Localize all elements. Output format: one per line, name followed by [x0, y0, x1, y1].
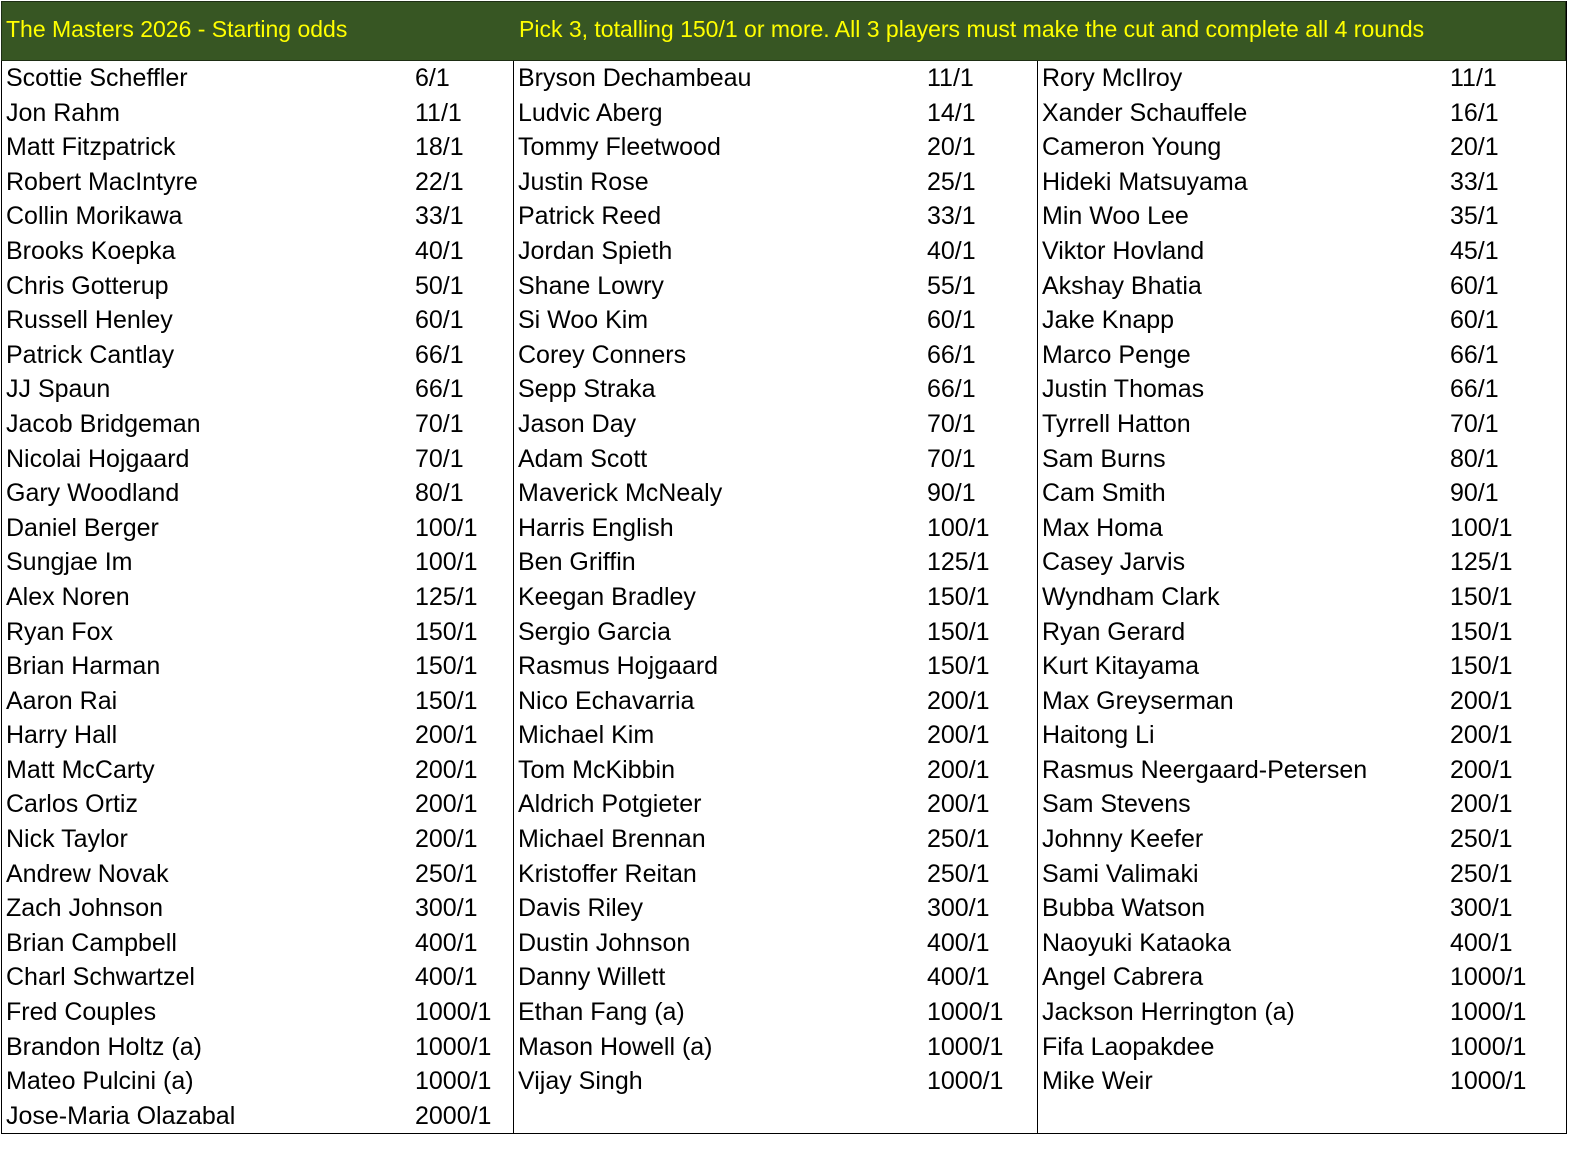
player-row — [1038, 235, 1567, 270]
player-name: Xander Schauffele — [1042, 98, 1248, 127]
player-odds: 33/1 — [927, 202, 976, 231]
player-name: Kristoffer Reitan — [518, 859, 697, 888]
player-row — [2, 719, 513, 754]
player-row — [1038, 62, 1567, 97]
player-name: JJ Spaun — [6, 375, 111, 404]
player-odds: 400/1 — [415, 963, 478, 992]
player-odds: 11/1 — [927, 64, 974, 92]
player-odds: 50/1 — [415, 271, 464, 300]
player-name: Patrick Reed — [518, 202, 662, 231]
player-row — [2, 581, 513, 616]
player-odds: 200/1 — [415, 825, 478, 854]
player-odds: 200/1 — [927, 790, 990, 819]
player-name: Nico Echavarria — [518, 686, 695, 715]
player-name: Min Woo Lee — [1042, 202, 1189, 231]
player-odds: 66/1 — [1450, 340, 1499, 369]
player-odds: 33/1 — [415, 202, 464, 231]
player-row — [514, 650, 1037, 685]
player-name: Marco Penge — [1042, 340, 1191, 369]
player-row — [2, 373, 513, 408]
player-row — [2, 97, 513, 132]
player-name: Ludvic Aberg — [518, 98, 663, 127]
player-odds: 300/1 — [927, 894, 990, 923]
player-row — [2, 892, 513, 927]
player-odds: 1000/1 — [415, 1067, 492, 1096]
player-row — [2, 408, 513, 443]
player-name: Patrick Cantlay — [6, 340, 175, 369]
player-row — [1038, 823, 1567, 858]
player-name: Brian Campbell — [6, 928, 177, 957]
player-odds: 125/1 — [1450, 548, 1513, 577]
player-row — [514, 788, 1037, 823]
player-name: Naoyuki Kataoka — [1042, 928, 1232, 957]
player-name: Carlos Ortiz — [6, 790, 138, 819]
player-odds: 1000/1 — [927, 1032, 1004, 1061]
player-name: Brooks Koepka — [6, 236, 176, 265]
player-odds: 70/1 — [927, 444, 976, 473]
player-odds: 150/1 — [927, 652, 990, 681]
player-name: Matt Fitzpatrick — [6, 133, 176, 162]
player-odds: 40/1 — [415, 236, 464, 265]
player-row — [514, 719, 1037, 754]
player-odds: 1000/1 — [927, 1067, 1004, 1096]
player-name: Jason Day — [518, 409, 637, 438]
player-odds: 70/1 — [415, 444, 464, 473]
player-row — [1038, 131, 1567, 166]
player-odds: 80/1 — [415, 479, 464, 508]
player-row — [1038, 408, 1567, 443]
player-odds: 250/1 — [927, 825, 990, 854]
player-odds: 66/1 — [1450, 375, 1499, 404]
player-row — [514, 477, 1037, 512]
player-odds: 66/1 — [415, 340, 464, 369]
player-row — [514, 97, 1037, 132]
player-name: Hideki Matsuyama — [1042, 167, 1248, 196]
header-bar — [1, 1, 1566, 61]
player-odds: 250/1 — [927, 859, 990, 888]
player-name: Keegan Bradley — [518, 582, 696, 611]
player-name: Si Woo Kim — [518, 306, 649, 335]
player-name: Shane Lowry — [518, 271, 664, 300]
player-row — [1038, 339, 1567, 374]
player-row — [514, 685, 1037, 720]
player-name: Daniel Berger — [6, 513, 159, 542]
player-odds: 60/1 — [415, 306, 464, 335]
player-row — [1038, 546, 1567, 581]
player-odds: 200/1 — [415, 755, 478, 784]
player-odds: 16/1 — [1450, 98, 1499, 127]
player-odds: 66/1 — [927, 375, 976, 404]
player-row — [514, 546, 1037, 581]
player-odds: 150/1 — [1450, 652, 1513, 681]
player-name: Rory McIlroy — [1042, 64, 1183, 92]
player-row — [2, 131, 513, 166]
player-row — [2, 1100, 513, 1135]
player-name: Bryson Dechambeau — [518, 64, 752, 92]
player-row — [514, 823, 1037, 858]
player-row — [1038, 788, 1567, 823]
player-row — [2, 788, 513, 823]
player-row — [2, 1065, 513, 1100]
player-row — [514, 754, 1037, 789]
player-row — [1038, 97, 1567, 132]
player-name: Matt McCarty — [6, 755, 155, 784]
player-row — [514, 512, 1037, 547]
player-odds: 125/1 — [415, 582, 478, 611]
player-name: Robert MacIntyre — [6, 167, 198, 196]
player-name: Fred Couples — [6, 998, 157, 1027]
player-name: Harris English — [518, 513, 674, 542]
player-name: Max Homa — [1042, 513, 1163, 542]
entry-rules: Pick 3, totalling 150/1 or more. All 3 players must make the cut and complete all 4 rounds — [519, 16, 1425, 42]
player-odds: 20/1 — [1450, 133, 1499, 162]
player-odds: 40/1 — [927, 236, 976, 265]
player-name: Jose-Maria Olazabal — [6, 1101, 236, 1130]
player-name: Sepp Straka — [518, 375, 656, 404]
player-name: Sami Valimaki — [1042, 859, 1199, 888]
player-row — [1038, 858, 1567, 893]
player-odds: 60/1 — [1450, 271, 1499, 300]
player-row — [514, 858, 1037, 893]
player-odds: 1000/1 — [927, 998, 1004, 1027]
player-odds: 250/1 — [415, 859, 478, 888]
player-odds: 22/1 — [415, 167, 464, 196]
player-name: Nick Taylor — [6, 825, 128, 854]
player-odds: 100/1 — [1450, 513, 1513, 542]
player-name: Cameron Young — [1042, 133, 1222, 162]
player-row — [1038, 270, 1567, 305]
player-row — [514, 1065, 1037, 1100]
player-name: Mason Howell (a) — [518, 1032, 713, 1061]
player-row — [2, 754, 513, 789]
player-odds: 100/1 — [927, 513, 990, 542]
player-name: Danny Willett — [518, 963, 666, 992]
player-name: Tommy Fleetwood — [518, 133, 721, 162]
player-name: Jake Knapp — [1042, 306, 1175, 335]
player-name: Cam Smith — [1042, 479, 1166, 508]
player-name: Gary Woodland — [6, 479, 180, 508]
player-name: Viktor Hovland — [1042, 236, 1205, 265]
player-column-2 — [514, 61, 1038, 1134]
player-row — [2, 650, 513, 685]
player-odds: 300/1 — [1450, 894, 1513, 923]
sheet-title: The Masters 2026 - Starting odds — [6, 16, 348, 42]
player-row — [514, 339, 1037, 374]
player-name: Ben Griffin — [518, 548, 636, 577]
player-name: Rasmus Neergaard-Petersen — [1042, 755, 1368, 784]
player-row — [514, 270, 1037, 305]
odds-sheet — [1, 1, 1567, 1134]
player-odds: 200/1 — [927, 755, 990, 784]
player-odds: 1000/1 — [1450, 963, 1527, 992]
player-row — [1038, 581, 1567, 616]
player-row — [1038, 754, 1567, 789]
player-name: Vijay Singh — [518, 1067, 643, 1096]
player-row — [1038, 443, 1567, 478]
player-column-3 — [1038, 61, 1567, 1134]
player-name: Nicolai Hojgaard — [6, 444, 190, 473]
player-column-1 — [1, 61, 514, 1134]
player-odds: 200/1 — [415, 721, 478, 750]
player-odds: 60/1 — [1450, 306, 1499, 335]
player-odds: 20/1 — [927, 133, 976, 162]
player-odds: 150/1 — [1450, 582, 1513, 611]
player-odds: 45/1 — [1450, 236, 1499, 265]
player-odds: 200/1 — [1450, 790, 1513, 819]
player-odds: 70/1 — [1450, 409, 1499, 438]
player-name: Michael Brennan — [518, 825, 706, 854]
player-odds: 100/1 — [415, 513, 478, 542]
player-row — [2, 270, 513, 305]
player-name: Jon Rahm — [6, 98, 120, 127]
player-name: Adam Scott — [518, 444, 648, 473]
player-odds: 100/1 — [415, 548, 478, 577]
player-name: Michael Kim — [518, 721, 655, 750]
player-name: Ryan Gerard — [1042, 617, 1186, 646]
player-row — [514, 996, 1037, 1031]
player-row — [1038, 685, 1567, 720]
player-row — [514, 927, 1037, 962]
player-row — [2, 512, 513, 547]
player-odds: 11/1 — [1450, 64, 1497, 92]
player-odds: 150/1 — [927, 582, 990, 611]
player-name: Angel Cabrera — [1042, 963, 1204, 992]
player-name: Davis Riley — [518, 894, 644, 923]
player-odds: 250/1 — [1450, 859, 1513, 888]
player-row — [514, 408, 1037, 443]
player-row — [2, 616, 513, 651]
player-row — [1038, 373, 1567, 408]
player-name: Jacob Bridgeman — [6, 409, 201, 438]
player-odds: 150/1 — [415, 617, 478, 646]
player-name: Justin Rose — [518, 167, 649, 196]
player-name: Haitong Li — [1042, 721, 1155, 750]
player-name: Aldrich Potgieter — [518, 790, 702, 819]
player-row — [2, 339, 513, 374]
player-row — [1038, 927, 1567, 962]
player-row — [2, 996, 513, 1031]
player-name: Casey Jarvis — [1042, 548, 1186, 577]
player-row — [1038, 477, 1567, 512]
player-odds: 11/1 — [415, 98, 462, 127]
player-odds: 70/1 — [415, 409, 464, 438]
player-odds: 66/1 — [927, 340, 976, 369]
player-row — [2, 235, 513, 270]
player-odds: 55/1 — [927, 271, 976, 300]
player-row — [1038, 996, 1567, 1031]
player-name: Corey Conners — [518, 340, 687, 369]
player-name: Wyndham Clark — [1042, 582, 1220, 611]
player-odds: 250/1 — [1450, 825, 1513, 854]
player-odds: 150/1 — [415, 652, 478, 681]
player-row — [514, 581, 1037, 616]
player-row — [2, 477, 513, 512]
player-name: Tom McKibbin — [518, 755, 675, 784]
player-name: Aaron Rai — [6, 686, 118, 715]
player-row — [514, 443, 1037, 478]
player-row — [2, 858, 513, 893]
player-row — [2, 961, 513, 996]
player-row — [1038, 650, 1567, 685]
player-row — [514, 200, 1037, 235]
player-name: Harry Hall — [6, 721, 118, 750]
player-odds: 200/1 — [1450, 755, 1513, 784]
player-name: Justin Thomas — [1042, 375, 1205, 404]
player-row — [514, 304, 1037, 339]
player-odds: 400/1 — [415, 928, 478, 957]
player-row — [514, 961, 1037, 996]
player-odds: 80/1 — [1450, 444, 1499, 473]
player-odds: 125/1 — [927, 548, 990, 577]
player-row — [1038, 200, 1567, 235]
player-row — [514, 235, 1037, 270]
player-odds: 25/1 — [927, 167, 976, 196]
player-row — [514, 616, 1037, 651]
player-name: Rasmus Hojgaard — [518, 652, 719, 681]
player-name: Ethan Fang (a) — [518, 998, 685, 1027]
player-row — [514, 892, 1037, 927]
player-name: Tyrrell Hatton — [1042, 409, 1191, 438]
player-odds: 6/1 — [415, 64, 450, 92]
player-row — [1038, 512, 1567, 547]
player-odds: 400/1 — [927, 963, 990, 992]
player-name: Alex Noren — [6, 582, 130, 611]
player-odds: 2000/1 — [415, 1101, 492, 1130]
player-odds: 150/1 — [415, 686, 478, 715]
player-row — [1038, 616, 1567, 651]
player-row — [1038, 166, 1567, 201]
player-row — [514, 166, 1037, 201]
player-row — [514, 373, 1037, 408]
player-row — [2, 304, 513, 339]
player-name: Sam Stevens — [1042, 790, 1191, 819]
player-name: Russell Henley — [6, 306, 173, 335]
player-odds: 200/1 — [1450, 721, 1513, 750]
player-name: Max Greyserman — [1042, 686, 1234, 715]
player-odds: 90/1 — [1450, 479, 1499, 508]
player-row — [1038, 1031, 1567, 1066]
player-name: Maverick McNealy — [518, 479, 723, 508]
player-odds: 400/1 — [927, 928, 990, 957]
player-odds: 300/1 — [415, 894, 478, 923]
player-row — [2, 927, 513, 962]
player-name: Kurt Kitayama — [1042, 652, 1200, 681]
player-name: Akshay Bhatia — [1042, 271, 1202, 300]
player-name: Johnny Keefer — [1042, 825, 1204, 854]
player-odds: 150/1 — [927, 617, 990, 646]
player-row — [2, 166, 513, 201]
player-name: Brandon Holtz (a) — [6, 1032, 202, 1061]
player-name: Chris Gotterup — [6, 271, 169, 300]
player-name: Brian Harman — [6, 652, 161, 681]
player-row — [2, 823, 513, 858]
player-name: Bubba Watson — [1042, 894, 1206, 923]
player-odds: 200/1 — [927, 686, 990, 715]
player-odds: 200/1 — [927, 721, 990, 750]
player-row — [2, 200, 513, 235]
player-odds: 60/1 — [927, 306, 976, 335]
player-name: Scottie Scheffler — [6, 64, 188, 92]
player-name: Charl Schwartzel — [6, 963, 195, 992]
player-row — [2, 685, 513, 720]
player-row — [2, 546, 513, 581]
player-row — [514, 62, 1037, 97]
player-row — [1038, 1065, 1567, 1100]
player-odds: 33/1 — [1450, 167, 1499, 196]
player-odds: 400/1 — [1450, 928, 1513, 957]
player-name: Jackson Herrington (a) — [1042, 998, 1295, 1027]
player-row — [514, 1031, 1037, 1066]
player-odds: 1000/1 — [1450, 1067, 1527, 1096]
player-row — [2, 62, 513, 97]
player-name: Sam Burns — [1042, 444, 1166, 473]
player-odds: 200/1 — [415, 790, 478, 819]
player-name: Jordan Spieth — [518, 236, 673, 265]
player-odds: 1000/1 — [415, 998, 492, 1027]
player-row — [1038, 304, 1567, 339]
player-name: Zach Johnson — [6, 894, 164, 923]
player-odds: 18/1 — [415, 133, 464, 162]
player-name: Mike Weir — [1042, 1067, 1153, 1096]
player-name: Fifa Laopakdee — [1042, 1032, 1215, 1061]
player-row — [1038, 892, 1567, 927]
player-name: Dustin Johnson — [518, 928, 691, 957]
player-odds: 70/1 — [927, 409, 976, 438]
player-odds: 1000/1 — [415, 1032, 492, 1061]
player-odds: 150/1 — [1450, 617, 1513, 646]
player-name: Collin Morikawa — [6, 202, 183, 231]
player-row — [2, 1031, 513, 1066]
player-odds: 35/1 — [1450, 202, 1499, 231]
player-odds: 14/1 — [927, 98, 976, 127]
player-odds: 90/1 — [927, 479, 976, 508]
player-odds: 200/1 — [1450, 686, 1513, 715]
player-name: Andrew Novak — [6, 859, 169, 888]
player-odds: 66/1 — [415, 375, 464, 404]
player-name: Sergio Garcia — [518, 617, 671, 646]
player-columns — [1, 61, 1566, 1134]
player-row — [2, 443, 513, 478]
player-row — [514, 131, 1037, 166]
player-row — [1038, 961, 1567, 996]
player-name: Sungjae Im — [6, 548, 133, 577]
player-name: Mateo Pulcini (a) — [6, 1067, 194, 1096]
player-name: Ryan Fox — [6, 617, 113, 646]
player-odds: 1000/1 — [1450, 1032, 1527, 1061]
player-odds: 1000/1 — [1450, 998, 1527, 1027]
player-row — [1038, 719, 1567, 754]
